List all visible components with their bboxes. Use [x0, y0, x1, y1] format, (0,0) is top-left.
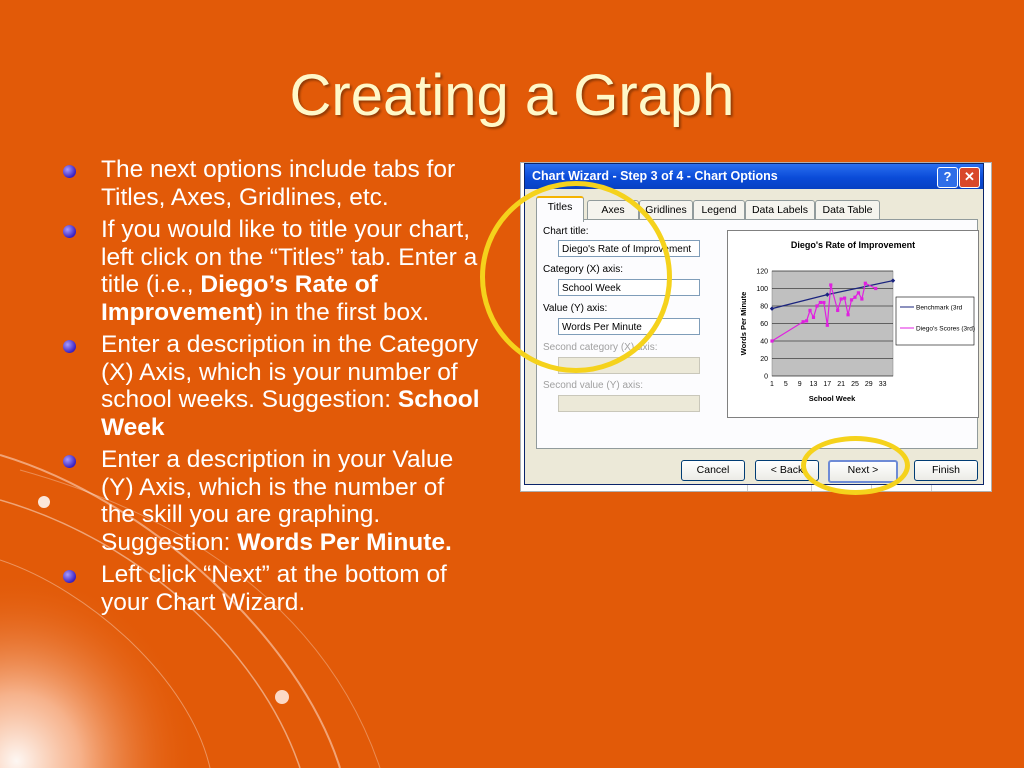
bullet-text: The next options include tabs for Titles, Axes, Gridlines, etc. [101, 156, 456, 211]
data-point [840, 297, 843, 300]
x-tick-label: 25 [851, 381, 859, 388]
data-point [853, 296, 856, 299]
y-tick-label: 60 [760, 321, 768, 328]
data-point [857, 291, 860, 294]
chart-preview-svg [728, 231, 978, 417]
tab-titles[interactable]: Titles [536, 196, 584, 222]
x-tick-label: 1 [770, 381, 774, 388]
data-point [850, 298, 853, 301]
y-tick-label: 80 [760, 303, 768, 311]
x-tick-label: 21 [837, 381, 846, 388]
y-tick-label: 20 [760, 356, 768, 363]
bullet-dot-icon [63, 570, 76, 583]
second-value-axis-input [558, 395, 700, 412]
data-point [846, 313, 849, 316]
bullet-dot-icon [63, 225, 76, 238]
bullet-bold-text: School Week [101, 386, 480, 441]
bullet-text: If you would like to title your chart, left click on the “Titles” tab. Enter a title (i.e., [101, 216, 478, 298]
bullet-bold-text: Diego’s Rate of Improvement [101, 271, 378, 326]
value-axis-input[interactable]: Words Per Minute [558, 318, 700, 335]
bullet-item [62, 446, 482, 556]
data-point [822, 301, 825, 304]
x-tick-label: 29 [864, 381, 873, 388]
chart-preview [727, 230, 979, 418]
y-tick-label: 40 [760, 338, 768, 346]
data-point [808, 309, 811, 312]
data-point [819, 301, 822, 304]
category-axis-label: Category (X) axis: [543, 264, 624, 275]
x-tick-label: 13 [809, 381, 818, 388]
bullet-text: Enter a description in the Category (X) Axis, which is your number of school weeks. Suggestion: [101, 331, 479, 413]
chart-title: Diego's Rate of Improvement [790, 240, 916, 250]
second-value-axis-label: Second value (Y) axis: [543, 380, 644, 391]
bullet-dot-icon [63, 455, 76, 468]
bullet-item [62, 156, 482, 211]
data-point [829, 283, 832, 286]
data-point [802, 320, 805, 323]
chart-title-label: Chart title: [543, 226, 589, 237]
chart-title-input[interactable]: Diego's Rate of Improvement [558, 240, 700, 257]
slide-title: Creating a Graph [289, 63, 735, 128]
x-tick-label: 5 [783, 381, 788, 388]
back-button[interactable]: < Back [755, 460, 819, 481]
highlight-circle-next [801, 436, 910, 495]
bullet-item [62, 331, 482, 441]
bullet-text: Left click “Next” at the bottom of your Chart Wizard. [101, 561, 447, 616]
data-point [812, 316, 815, 319]
data-point [770, 339, 773, 342]
tab-legend[interactable]: Legend [693, 200, 745, 220]
second-category-axis-label: Second category (X) axis: [543, 342, 658, 353]
close-button[interactable]: ✕ [959, 167, 980, 188]
data-point [860, 297, 863, 300]
decor-dot [275, 690, 289, 704]
bullet-dot-icon [63, 340, 76, 353]
tab-gridlines[interactable]: Gridlines [639, 200, 693, 220]
data-point [843, 297, 846, 300]
y-tick-label: 100 [756, 286, 768, 293]
y-axis-label: Words Per Minute [739, 291, 748, 356]
data-point [874, 287, 877, 290]
x-tick-label: 33 [878, 381, 887, 388]
legend-entry: Benchmark (3rd [916, 304, 963, 312]
data-point [815, 304, 818, 307]
x-tick-label: 9 [797, 381, 802, 388]
x-tick-label: 17 [823, 381, 832, 388]
bullet-item [62, 216, 482, 326]
x-axis-label: School Week [808, 394, 856, 403]
finish-button[interactable]: Finish [914, 460, 978, 481]
tab-data-table[interactable]: Data Table [815, 200, 880, 220]
category-axis-input[interactable]: School Week [558, 279, 700, 296]
cancel-button[interactable]: Cancel [681, 460, 745, 481]
bullet-text: Enter a description in your Value (Y) Axis, which is the number of the skill you are graphing. Suggestion: [101, 446, 454, 556]
tab-axes[interactable]: Axes [587, 200, 639, 220]
y-tick-label: 120 [756, 268, 768, 276]
bullet-text: ) in the first box. [254, 298, 430, 326]
next-button[interactable]: Next > [828, 460, 898, 483]
bullet-bold-text: Words Per Minute. [237, 528, 452, 556]
legend-entry: Diego's Scores (3rd) [916, 325, 976, 333]
bullet-list [62, 156, 482, 621]
bullet-dot-icon [63, 165, 76, 178]
data-point [836, 309, 839, 312]
help-button[interactable]: ? [937, 167, 958, 188]
tab-data-labels[interactable]: Data Labels [745, 200, 815, 220]
data-point [805, 319, 808, 322]
data-point [864, 282, 867, 285]
data-point [826, 324, 829, 327]
decor-dot [38, 496, 50, 508]
dialog-title: Chart Wizard - Step 3 of 4 - Chart Options [532, 169, 778, 183]
y-tick-label: 0 [764, 373, 768, 381]
value-axis-label: Value (Y) axis: [543, 303, 608, 314]
bullet-item [62, 561, 482, 616]
